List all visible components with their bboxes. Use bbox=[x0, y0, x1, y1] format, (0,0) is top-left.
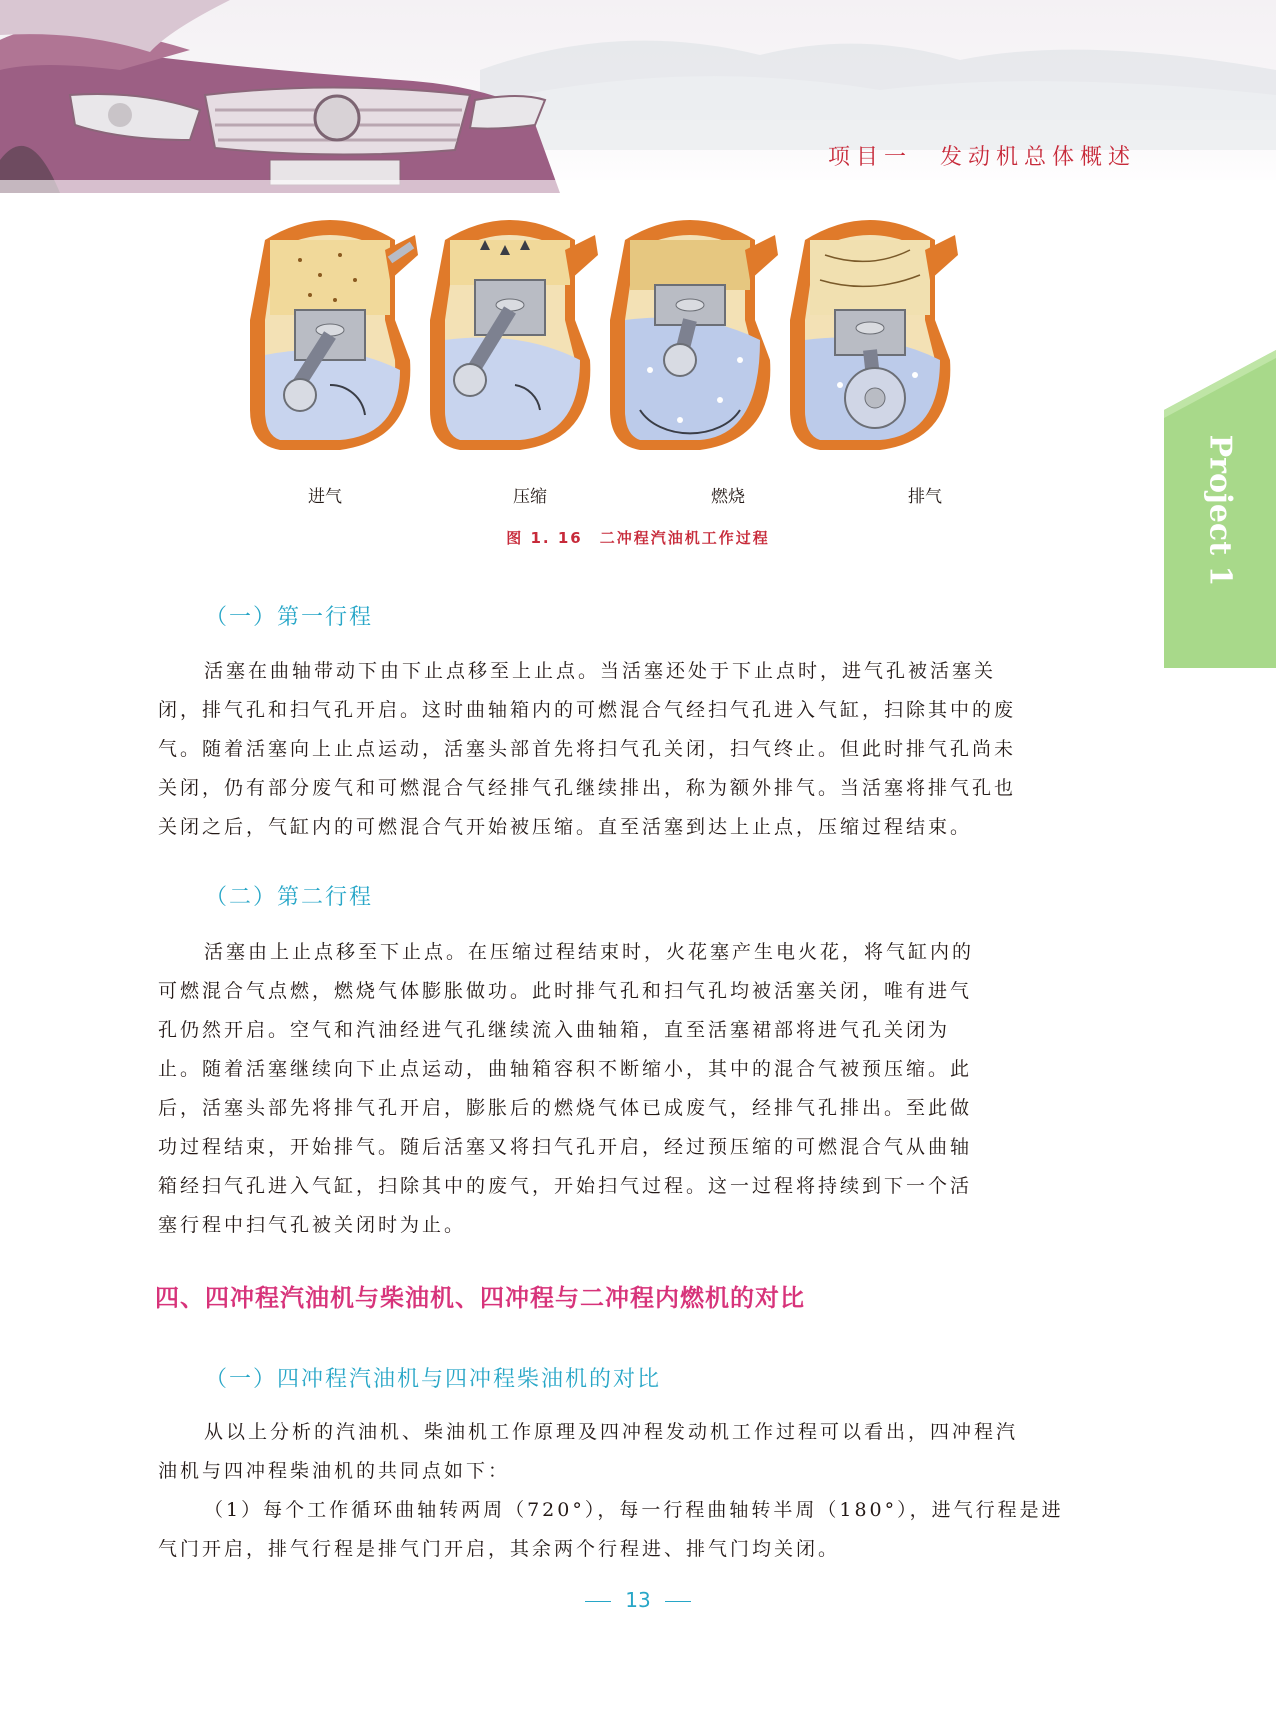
body-line: 气。随着活塞向上止点运动，活塞头部首先将扫气孔关闭，扫气终止。但此时排气孔尚未 bbox=[158, 738, 1017, 760]
figure-caption: 图 1. 16 二冲程汽油机工作过程 bbox=[506, 529, 770, 547]
body-line: 活塞在曲轴带动下由下止点移至上止点。当活塞还处于下止点时，进气孔被活塞关 bbox=[204, 660, 997, 682]
two-stroke-engine-figure bbox=[240, 210, 1040, 460]
body-line: 功过程结束，开始排气。随后活塞又将扫气孔开启，经过预压缩的可燃混合气从曲轴 bbox=[158, 1136, 973, 1158]
compression-diagram bbox=[420, 210, 600, 455]
page-number-value: 13 bbox=[625, 1588, 651, 1612]
page-header bbox=[0, 0, 1276, 193]
section-first-stroke-heading: （一）第一行程 bbox=[205, 605, 374, 630]
section-second-stroke-heading: （二）第二行程 bbox=[205, 885, 374, 910]
section-four-subheading: （一）四冲程汽油机与四冲程柴油机的对比 bbox=[205, 1367, 662, 1392]
page-number bbox=[0, 1588, 1276, 1612]
body-line: 活塞由上止点移至下止点。在压缩过程结束时，火花塞产生电火花，将气缸内的 bbox=[204, 941, 975, 963]
list-item-line: （1）每个工作循环曲轴转两周（720°），每一行程曲轴转半周（180°），进气行程是进 bbox=[204, 1499, 1064, 1521]
page-number-dash-left bbox=[585, 1601, 611, 1602]
body-line: 关闭，仍有部分废气和可燃混合气经排气孔继续排出，称为额外排气。当活塞将排气孔也 bbox=[158, 777, 1017, 799]
figure-label-intake: 进气 bbox=[308, 487, 342, 507]
body-line: 关闭之后，气缸内的可燃混合气开始被压缩。直至活塞到达上止点，压缩过程结束。 bbox=[158, 816, 973, 838]
section-four-heading: 四、四冲程汽油机与柴油机、四冲程与二冲程内燃机的对比 bbox=[155, 1284, 805, 1312]
body-line: 后，活塞头部先将排气孔开启，膨胀后的燃烧气体已成废气，经排气孔排出。至此做 bbox=[158, 1097, 973, 1119]
project-tab-label: Project 1 bbox=[1202, 434, 1238, 586]
section-first-stroke-body bbox=[158, 652, 1120, 847]
project-tab-label-wrap bbox=[1164, 355, 1276, 665]
body-line: 止。随着活塞继续向下止点运动，曲轴箱容积不断缩小，其中的混合气被预压缩。此 bbox=[158, 1058, 973, 1080]
section-second-stroke-body bbox=[158, 933, 1120, 1245]
chapter-title: 项目一 发动机总体概述 bbox=[827, 145, 1136, 170]
page-number-dash-right bbox=[665, 1601, 691, 1602]
body-line: 塞行程中扫气孔被关闭时为止。 bbox=[158, 1214, 467, 1236]
body-line: 孔仍然开启。空气和汽油经进气孔继续流入曲轴箱，直至活塞裙部将进气孔关闭为 bbox=[158, 1019, 951, 1041]
section-four-intro bbox=[158, 1413, 1120, 1569]
intake-diagram bbox=[240, 210, 420, 455]
figure-label-combustion: 燃烧 bbox=[711, 487, 745, 507]
body-line: 可燃混合气点燃，燃烧气体膨胀做功。此时排气孔和扫气孔均被活塞关闭，唯有进气 bbox=[158, 980, 973, 1002]
list-item-line: 气门开启，排气行程是排气门开启，其余两个行程进、排气门均关闭。 bbox=[158, 1538, 841, 1560]
body-line: 从以上分析的汽油机、柴油机工作原理及四冲程发动机工作过程可以看出，四冲程汽 bbox=[204, 1421, 1019, 1443]
figure-label-exhaust: 排气 bbox=[908, 487, 942, 507]
figure-label-compression: 压缩 bbox=[513, 487, 547, 507]
exhaust-diagram bbox=[780, 210, 960, 455]
body-line: 油机与四冲程柴油机的共同点如下： bbox=[158, 1460, 511, 1482]
combustion-diagram bbox=[600, 210, 780, 455]
body-line: 箱经扫气孔进入气缸，扫除其中的废气，开始扫气过程。这一过程将持续到下一个活 bbox=[158, 1175, 973, 1197]
body-line: 闭，排气孔和扫气孔开启。这时曲轴箱内的可燃混合气经扫气孔进入气缸，扫除其中的废 bbox=[158, 699, 1017, 721]
